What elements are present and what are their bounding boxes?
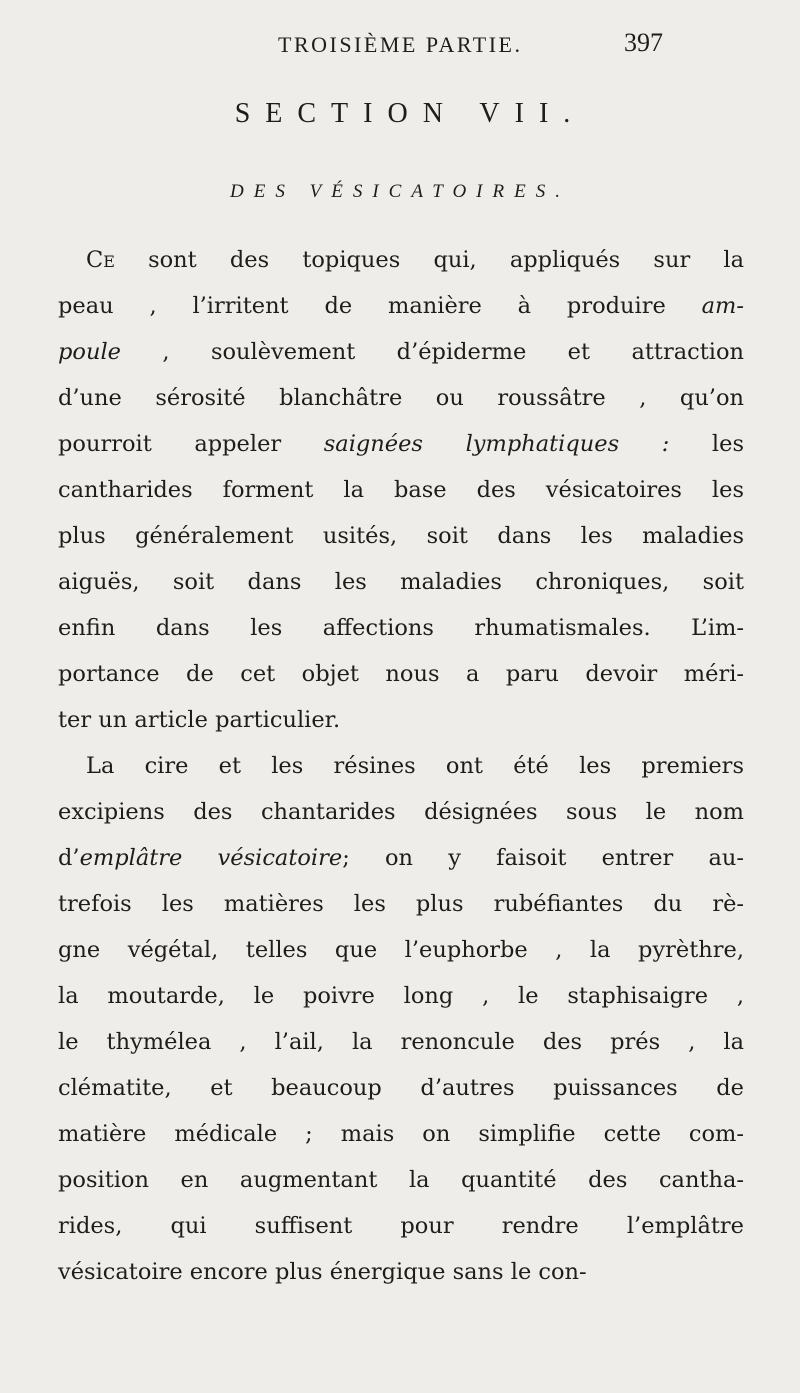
text-run: la moutarde, le poivre long , le staphisaigre , <box>58 983 744 1009</box>
text-line <box>58 605 744 651</box>
text-run: ; on y faisoit entrer au- <box>342 845 744 871</box>
text-run: trefois les matières les plus rubéfiantes du rè- <box>58 891 744 917</box>
text-run: les <box>669 431 744 457</box>
text-line <box>58 651 744 697</box>
text-run: plus généralement usités, soit dans les maladies <box>58 523 744 549</box>
running-title: TROISIÈME PARTIE. <box>278 32 523 57</box>
text-run: gne végétal, telles que l’euphorbe , la pyrèthre, <box>58 937 744 963</box>
text-line <box>58 697 744 743</box>
text-run: excipiens des chantarides désignées sous le nom <box>58 799 744 825</box>
text-line <box>58 743 744 789</box>
text-run: ter un article particulier. <box>58 707 341 733</box>
text-run: d’ <box>58 845 80 871</box>
text-line <box>58 559 744 605</box>
text-line <box>58 329 744 375</box>
text-line <box>58 789 744 835</box>
text-run: vésicatoire encore plus énergique sans le con- <box>58 1259 587 1285</box>
text-line <box>58 1157 744 1203</box>
text-run: Ce <box>86 247 115 273</box>
text-line <box>58 1111 744 1157</box>
text-run: La cire et les résines ont été les premiers <box>86 753 744 779</box>
text-line <box>58 375 744 421</box>
text-run: le thymélea , l’ail, la renoncule des prés , la <box>58 1029 744 1055</box>
text-line <box>58 881 744 927</box>
text-line <box>58 973 744 1019</box>
text-run: clématite, et beaucoup d’autres puissances de <box>58 1075 744 1101</box>
body-text <box>58 237 744 1295</box>
text-line <box>58 467 744 513</box>
text-run: sont des topiques qui, appliqués sur la <box>114 247 744 273</box>
text-run: position en augmentant la quantité des cantha- <box>58 1167 744 1193</box>
text-run: aiguës, soit dans les maladies chroniques, soit <box>58 569 744 595</box>
text-line <box>58 1065 744 1111</box>
text-run: matière médicale ; mais on simplifie cette com- <box>58 1121 744 1147</box>
text-run: , soulèvement d’épiderme et attraction <box>120 339 744 365</box>
text-run: pourroit appeler <box>58 431 324 457</box>
italic-text: poule <box>58 339 121 365</box>
italic-text: am- <box>701 293 744 319</box>
running-head <box>0 28 800 68</box>
text-run: rides, qui suffisent pour rendre l’emplâtre <box>58 1213 744 1239</box>
text-line <box>58 283 744 329</box>
text-line <box>58 237 744 283</box>
text-run: enfin dans les affections rhumatismales. L’im- <box>58 615 744 641</box>
paragraph <box>58 237 744 743</box>
text-line <box>58 927 744 973</box>
text-line <box>58 421 744 467</box>
section-title: SECTION VII. <box>234 98 586 129</box>
text-line <box>58 1203 744 1249</box>
text-run: peau , l’irritent de manière à produire <box>58 293 702 319</box>
text-run: d’une sérosité blanchâtre ou roussâtre , qu’on <box>58 385 744 411</box>
text-line <box>58 1019 744 1065</box>
text-line <box>58 513 744 559</box>
italic-text: saignées lymphatiques : <box>323 431 670 457</box>
text-run: cantharides forment la base des vésicatoires les <box>58 477 744 503</box>
section-subtitle: DES VÉSICATOIRES. <box>230 181 570 202</box>
paragraph <box>58 743 744 1295</box>
text-run: portance de cet objet nous a paru devoir méri- <box>58 661 744 687</box>
text-line <box>58 1249 744 1295</box>
text-line <box>58 835 744 881</box>
italic-text: emplâtre vésicatoire <box>79 845 343 871</box>
page-number: 397 <box>624 28 663 57</box>
